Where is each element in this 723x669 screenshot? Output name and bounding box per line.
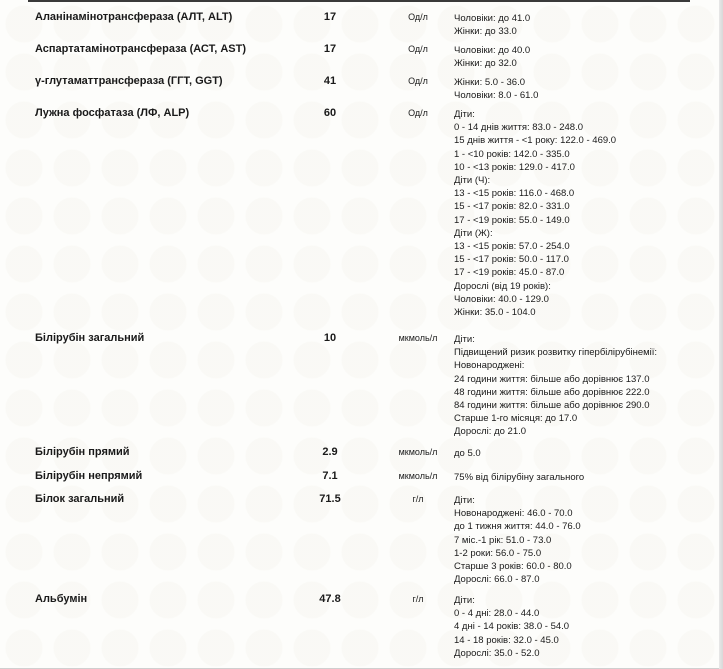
reference-line: Дорослі: 35.0 - 52.0 <box>454 647 540 659</box>
reference-range <box>454 447 481 460</box>
page-edge-shadow <box>719 0 723 669</box>
reference-line: 1 - <10 років: 142.0 - 335.0 <box>454 148 570 160</box>
reference-line: 14 - 18 років: 32.0 - 45.0 <box>454 634 559 646</box>
reference-line: 13 - <15 років: 57.0 - 254.0 <box>454 241 570 253</box>
reference-line: 24 години життя: більше або дорівнює 137.0 <box>454 373 650 385</box>
test-value: 60 <box>323 107 337 119</box>
reference-line: Діти: <box>454 109 475 120</box>
test-name: Лужна фосфатаза (ЛФ, ALP) <box>35 107 190 119</box>
reference-line: Новонароджені: <box>454 360 525 372</box>
reference-line: 10 - <13 років: 129.0 - 417.0 <box>454 161 575 173</box>
test-name: Білірубін непрямий <box>35 470 143 482</box>
test-unit: Од/л <box>408 108 428 118</box>
reference-line: Новонароджені: 46.0 - 70.0 <box>454 508 573 520</box>
reference-line: Жінки: до 32.0 <box>454 58 517 70</box>
reference-line: 0 - 14 днів життя: 83.0 - 248.0 <box>454 122 584 134</box>
test-unit: г/л <box>412 594 424 604</box>
test-name: Альбумін <box>35 593 88 605</box>
test-name: Білірубін прямий <box>35 446 130 458</box>
test-value: 10 <box>323 332 337 344</box>
test-unit: Од/л <box>408 44 428 54</box>
test-unit: мкмоль/л <box>398 447 438 457</box>
reference-line: 13 - <15 років: 116.0 - 468.0 <box>454 188 575 200</box>
test-value: 47.8 <box>319 593 341 605</box>
reference-line: 4 дні - 14 років: 38.0 - 54.0 <box>454 621 570 633</box>
reference-line: 17 - <19 років: 45.0 - 87.0 <box>454 267 565 279</box>
reference-range <box>454 594 569 660</box>
reference-line: Чоловіки: 40.0 - 129.0 <box>454 293 549 305</box>
reference-line: Підвищений ризик розвитку гіпербілірубінемії: <box>454 347 658 359</box>
reference-range <box>454 44 530 70</box>
reference-line: Чоловіки: до 41.0 <box>454 13 531 24</box>
reference-range <box>454 76 538 102</box>
reference-line: 7 міс.-1 рік: 51.0 - 73.0 <box>454 534 552 546</box>
reference-line: Жінки: 5.0 - 36.0 <box>454 77 526 88</box>
test-unit: Од/л <box>408 12 428 22</box>
reference-line: 0 - 4 дні: 28.0 - 44.0 <box>454 608 540 620</box>
test-unit: Од/л <box>408 76 428 86</box>
test-name: Аспартатамінотрансфераза (АСТ, AST) <box>35 43 246 55</box>
reference-line: 84 години життя: більше або дорівнює 290.0 <box>454 400 650 412</box>
test-value: 7.1 <box>322 470 338 482</box>
reference-line: Діти (Ж): <box>454 227 493 239</box>
reference-line: Чоловіки: до 40.0 <box>454 45 531 56</box>
reference-line: Жінки: до 33.0 <box>454 26 517 38</box>
test-value: 71.5 <box>319 493 341 505</box>
reference-line: Старше 1-го місяця: до 17.0 <box>454 413 578 425</box>
reference-line: 1-2 роки: 56.0 - 75.0 <box>454 547 542 559</box>
reference-line: до 5.0 <box>454 448 481 459</box>
test-unit: мкмоль/л <box>398 471 438 481</box>
reference-line: Діти: <box>454 595 475 606</box>
test-value: 41 <box>323 75 337 87</box>
reference-line: Дорослі: до 21.0 <box>454 426 527 438</box>
reference-range <box>454 108 616 319</box>
test-value: 17 <box>323 11 337 23</box>
reference-line: Діти: <box>454 334 475 345</box>
reference-range <box>454 494 581 586</box>
test-value: 2.9 <box>322 446 338 458</box>
reference-range <box>454 333 657 439</box>
test-unit: г/л <box>412 494 424 504</box>
reference-line: Чоловіки: 8.0 - 61.0 <box>454 90 539 102</box>
reference-line: Діти (Ч): <box>454 175 491 187</box>
reference-line: 48 години життя: більше або дорівнює 222.0 <box>454 386 650 398</box>
reference-line: 15 - <17 років: 50.0 - 117.0 <box>454 254 569 266</box>
reference-line: 17 - <19 років: 55.0 - 149.0 <box>454 214 570 226</box>
reference-line: до 1 тижня життя: 44.0 - 76.0 <box>454 521 581 533</box>
reference-range <box>454 471 584 484</box>
reference-line: 75% від білірубіну загального <box>454 472 585 483</box>
top-divider <box>28 0 690 2</box>
test-unit: мкмоль/л <box>398 333 438 343</box>
reference-line: 15 - <17 років: 82.0 - 331.0 <box>454 201 570 213</box>
reference-line: Дорослі (від 19 років): <box>454 280 551 292</box>
reference-line: Старше 3 років: 60.0 - 80.0 <box>454 561 572 573</box>
reference-line: Діти: <box>454 495 475 506</box>
test-name: Аланінамінотрансфераза (АЛТ, ALT) <box>35 11 233 23</box>
reference-line: Дорослі: 66.0 - 87.0 <box>454 574 540 586</box>
test-name: γ-глутаматтрансфераза (ГГТ, GGT) <box>35 75 223 87</box>
test-name: Білірубін загальний <box>35 332 145 344</box>
test-name: Білок загальний <box>35 493 125 505</box>
reference-range <box>454 12 530 38</box>
reference-line: Жінки: 35.0 - 104.0 <box>454 307 536 319</box>
reference-line: 15 днів життя - <1 року: 122.0 - 469.0 <box>454 135 617 147</box>
test-value: 17 <box>323 43 337 55</box>
